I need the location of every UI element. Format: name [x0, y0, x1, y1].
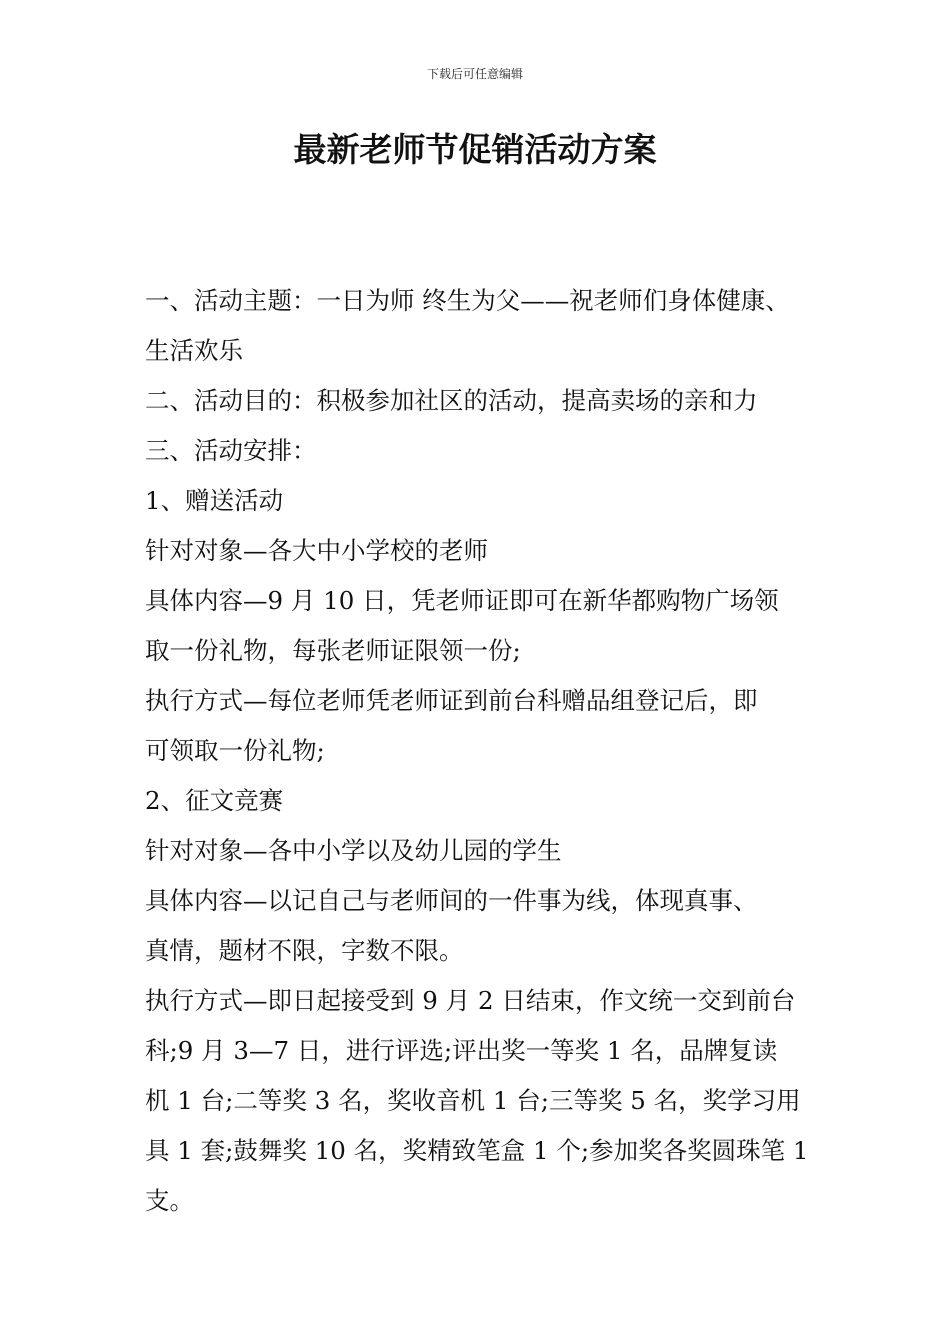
body-line: 针对对象—各大中小学校的老师: [145, 536, 488, 565]
body-line: 支。: [145, 1186, 194, 1215]
body-line: 执行方式—每位老师凭老师证到前台科赠品组登记后，即: [145, 686, 758, 715]
document-title: 最新老师节促销活动方案: [293, 130, 657, 169]
body-line: 取一份礼物，每张老师证限领一份;: [145, 636, 521, 665]
body-line: 生活欢乐: [145, 336, 243, 365]
body-line: 三、活动安排：: [145, 436, 317, 465]
body-line: 2、征文竞赛: [145, 786, 284, 815]
body-line: 机 1 台;二等奖 3 名，奖收音机 1 台;三等奖 5 名，奖学习用: [145, 1086, 801, 1115]
body-line: 具 1 套;鼓舞奖 10 名，奖精致笔盒 1 个;参加奖各奖圆珠笔 1: [145, 1136, 809, 1165]
body-line: 具体内容—以记自己与老师间的一件事为线，体现真事、: [145, 886, 758, 915]
body-line: 1、赠送活动: [145, 486, 284, 515]
body-line: 科;9 月 3—7 日，进行评选;评出奖一等奖 1 名，品牌复读: [145, 1036, 778, 1065]
body-line: 可领取一份礼物;: [145, 736, 325, 765]
header-note: 下载后可任意编辑: [426, 67, 523, 81]
body-line: 具体内容—9 月 10 日，凭老师证即可在新华都购物广场领: [145, 586, 779, 615]
body-line: 真情，题材不限，字数不限。: [145, 936, 464, 965]
body-line: 针对对象—各中小学以及幼儿园的学生: [145, 836, 562, 865]
body-line: 二、活动目的：积极参加社区的活动，提高卖场的亲和力: [145, 386, 758, 415]
document-body: [145, 276, 810, 1226]
body-line: 执行方式—即日起接受到 9 月 2 日结束，作文统一交到前台: [145, 986, 796, 1015]
body-line: 一、活动主题：一日为师 终生为父——祝老师们身体健康、: [145, 286, 790, 315]
